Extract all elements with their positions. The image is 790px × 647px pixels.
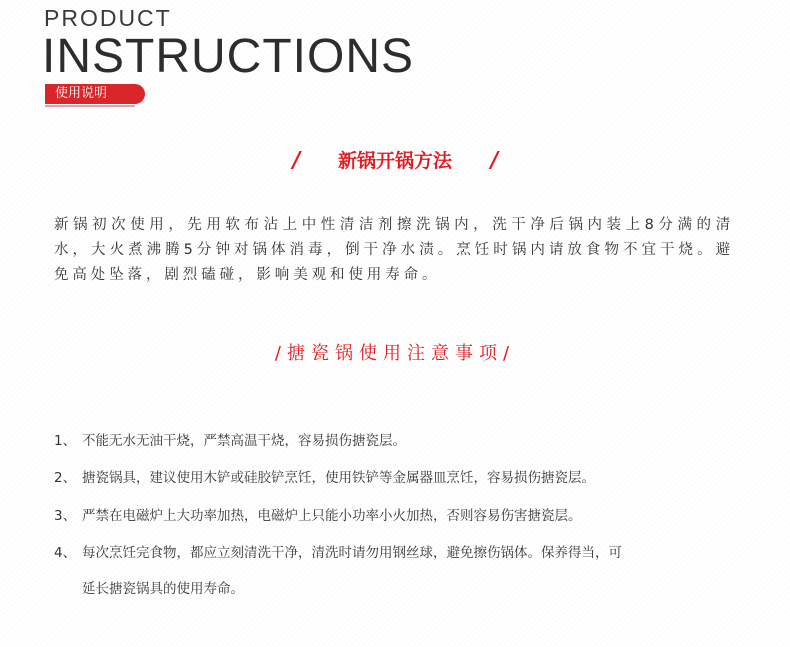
section-heading-enamel-notes: /搪瓷锅使用注意事项/ (274, 343, 516, 364)
section-heading-text: 新锅开锅方法 (337, 150, 452, 172)
header-title: INSTRUCTIONS (42, 30, 414, 83)
list-item-continuation: 延长搪瓷锅具的使用寿命。 (82, 581, 244, 597)
slash-right-decoration: / (487, 148, 501, 173)
list-item-text: 每次烹饪完食物，都应立刻清洗干净，清洗时请勿用钢丝球，避免擦伤锅体。保养得当，可 (82, 545, 622, 561)
header-subtitle: PRODUCT (44, 5, 172, 31)
list-item-text: 搪瓷锅具，建议使用木铲或硅胶铲烹饪，使用铁铲等金属器皿烹饪，容易损伤搪瓷层。 (82, 470, 595, 486)
list-item (54, 472, 595, 486)
new-pot-paragraph: 新锅初次使用，先用软布沾上中性清洁剂擦洗锅内，洗干净后锅内装上8分满的清水，大火煮沸腾5分钟对锅体消毒，倒干净水渍。烹饪时锅内请放食物不宜干烧。避免高处坠落，剧烈磕碰，影响美观和使用寿命。 (54, 217, 734, 283)
list-item-text: 严禁在电磁炉上大功率加热，电磁炉上只能小功率小火加热，否则容易伤害搪瓷层。 (82, 508, 582, 524)
list-item-number: 3、 (54, 508, 77, 524)
list-item-text: 不能无水无油干烧，严禁高温干烧，容易损伤搪瓷层。 (82, 433, 406, 449)
list-item-number: 2、 (54, 470, 77, 486)
list-item (54, 510, 582, 524)
section-heading-new-pot (0, 150, 790, 172)
list-item (54, 435, 406, 449)
list-item (54, 547, 622, 561)
slash-left-decoration: / (289, 148, 303, 173)
list-item-number: 1、 (54, 433, 77, 449)
list-item-number: 4、 (54, 545, 77, 561)
header-tag: 使用说明 (45, 84, 145, 104)
